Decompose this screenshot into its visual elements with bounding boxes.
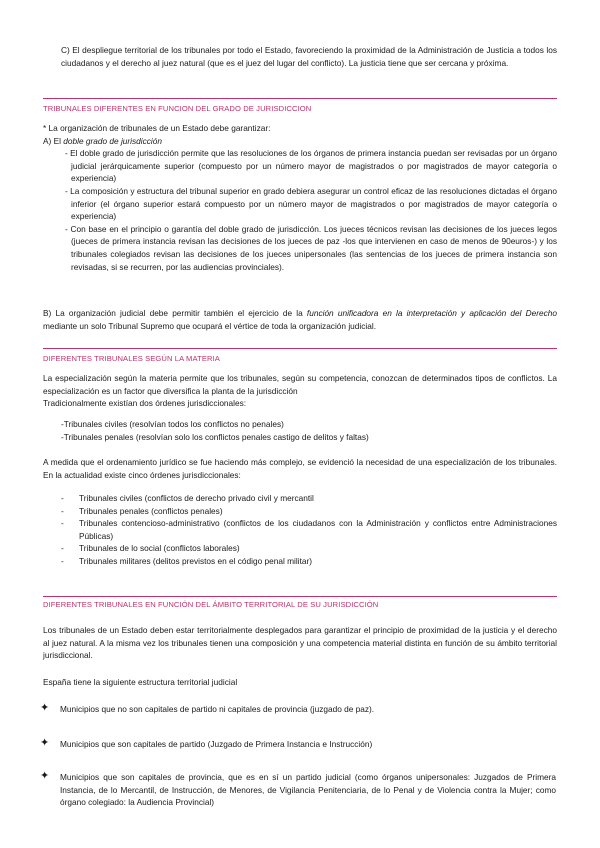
section-heading-territorial: DIFERENTES TRIBUNALES EN FUNCIÓN DEL ÁMBITO TERRITORIAL DE SU JURISDICCIÓN [43, 600, 379, 609]
dash-marker: - [61, 505, 64, 516]
order-item-text: Tribunales civiles (conflictos de derecho privado civil y mercantil [79, 493, 314, 503]
section-rule [43, 596, 557, 597]
diamond-bullet-icon: ✦ [40, 702, 50, 714]
section1-a-italic: doble grado de jurisdicción [63, 135, 163, 146]
section-rule [43, 348, 557, 349]
section1-b-italic: función unificadora en la interpretación y aplicación del Derecho [306, 308, 557, 318]
section1-b-block [43, 307, 557, 332]
section-heading-materia: DIFERENTES TRIBUNALES SEGÚN LA MATERIA [43, 354, 220, 363]
diamond-bullet-icon: ✦ [40, 737, 50, 749]
section1-a-prefix: A) El [43, 135, 64, 146]
dash-marker: - [61, 493, 64, 503]
territorial-item [40, 770, 556, 809]
section3-p1: Los tribunales de un Estado deben estar territorialmente desplegados para garantizar el principio de proximidad de la justicia y el derecho al juez natural. A la misma vez los tribunales tienen una composición y una competencia material distinta en función de su ámbito territorial jurisdiccional. [43, 625, 557, 661]
territorial-item-text: Municipios que son capitales de provincia, que es en sí un partido judicial (como órganos unipersonales: Juzgados de Primera Instancia, de lo Mercantil, de Instrucción, de Menores, de Vigilancia Penitenciaria, de lo Penal y de Violencia contra la Mujer; como órgano colegiado: la Audiencia Provincial) [60, 772, 556, 808]
section3-p2: España tiene la siguiente estructura territorial judicial [43, 677, 238, 687]
section1-b-paragraph [43, 307, 557, 332]
traditional-item: -Tribunales civiles (resolvían todos los conflictos no penales) [61, 419, 284, 429]
dash-marker: - [61, 555, 64, 566]
section3-p2-block [43, 676, 557, 689]
section2-p3-block [43, 456, 557, 481]
section2-traditional [43, 418, 557, 443]
order-item [43, 517, 557, 542]
order-item [43, 542, 557, 555]
territorial-item-text: Municipios que son capitales de partido (Juzgado de Primera Instancia e Instrucción) [60, 739, 373, 749]
order-item-text: Tribunales militares (delitos previstos en el código penal militar) [79, 555, 313, 566]
section1-bullet: - La composición y estructura del tribunal superior en grado debiera asegurar un control eficaz de las resoluciones dictadas el órgano inferior (el órgano superior estará compuesto por un número mayor de magistrados o por magistrados de mayor categoría o experiencia) [65, 185, 557, 222]
section1-body [43, 122, 557, 273]
section2-p1: La especialización según la materia permite que los tribunales, según su competencia, conozcan de determinados tipos de conflictos. La especialización es un factor que diversifica la planta de la jurisdicción [43, 373, 557, 396]
intro-paragraph-block [43, 44, 557, 69]
dash-marker: - [61, 543, 64, 554]
orders-list [43, 492, 557, 568]
section2-orders [43, 492, 557, 568]
section3-p1-block [43, 624, 557, 662]
section1-b-suffix: mediante un solo Tribunal Supremo que ocupará el vértice de toda la organización judicial. [43, 320, 377, 331]
section1-a-line [43, 135, 557, 148]
territorial-item-text: Municipios que no son capitales de partido ni capitales de provincia (juzgado de paz). [60, 704, 375, 714]
territorial-item [40, 702, 556, 716]
section1-bullet: - El doble grado de jurisdicción permite que las resoluciones de los órganos de primera instancia puedan ser revisadas por un órgano judicial jerárquicamente superior (compuesto por un número mayor de magistrados o por magistrados de mayor categoría o experiencia) [65, 148, 557, 184]
section-rule [43, 98, 557, 99]
section-heading-grado: TRIBUNALES DIFERENTES EN FUNCION DEL GRADO DE JURISDICCION [43, 104, 312, 113]
order-item [43, 505, 557, 518]
section1-bullet: - Con base en el principio o garantía del doble grado de jurisdicción. Los jueces técnicos revisan las decisiones de los jueces legos (jueces de primera instancia revisan las decisiones de los jueces de paz -los que intervienen en caso de menos de 90euros-) y los tribunales colegiados revisan las decisiones de los jueces unipersonales (las sentencias de los jueces de primera instancia son revisadas, si se recurren, por las audiencias provinciales). [65, 223, 557, 272]
order-item-text: Tribunales contencioso-administrativo (conflictos de los ciudadanos con la Administración y conflictos entre Administraciones Públicas) [79, 518, 557, 541]
section1-b-prefix: B) La organización judicial debe permitir también el ejercicio de la [43, 308, 307, 318]
diamond-bullet-icon: ✦ [40, 770, 50, 782]
section2-intro [43, 372, 557, 410]
traditional-item: -Tribunales penales (resolvían solo los conflictos penales castigo de delitos y faltas) [61, 431, 369, 442]
intro-paragraph: C) El despliegue territorial de los tribunales por todo el Estado, favoreciendo la proximidad de la Administración de Justicia a todos los ciudadanos y el derecho al juez natural (que es el juez del lugar del conflicto). La justicia tiene que ser cercana y próxima. [61, 45, 557, 68]
order-item [43, 492, 557, 505]
section1-lead: * La organización de tribunales de un Estado debe garantizar: [43, 123, 271, 133]
order-item [43, 555, 557, 568]
section2-p2: Tradicionalmente existían dos órdenes jurisdiccionales: [43, 398, 247, 409]
order-item-text: Tribunales de lo social (conflictos laborales) [79, 543, 240, 554]
order-item-text: Tribunales penales (conflictos penales) [79, 505, 223, 516]
dash-marker: - [61, 518, 64, 529]
territorial-item [40, 737, 556, 751]
section2-p3: A medida que el ordenamiento jurídico se fue haciendo más complejo, se evidenció la necesidad de una especialización de los tribunales. En la actualidad existe cinco órdenes jurisdiccionales: [43, 457, 557, 480]
